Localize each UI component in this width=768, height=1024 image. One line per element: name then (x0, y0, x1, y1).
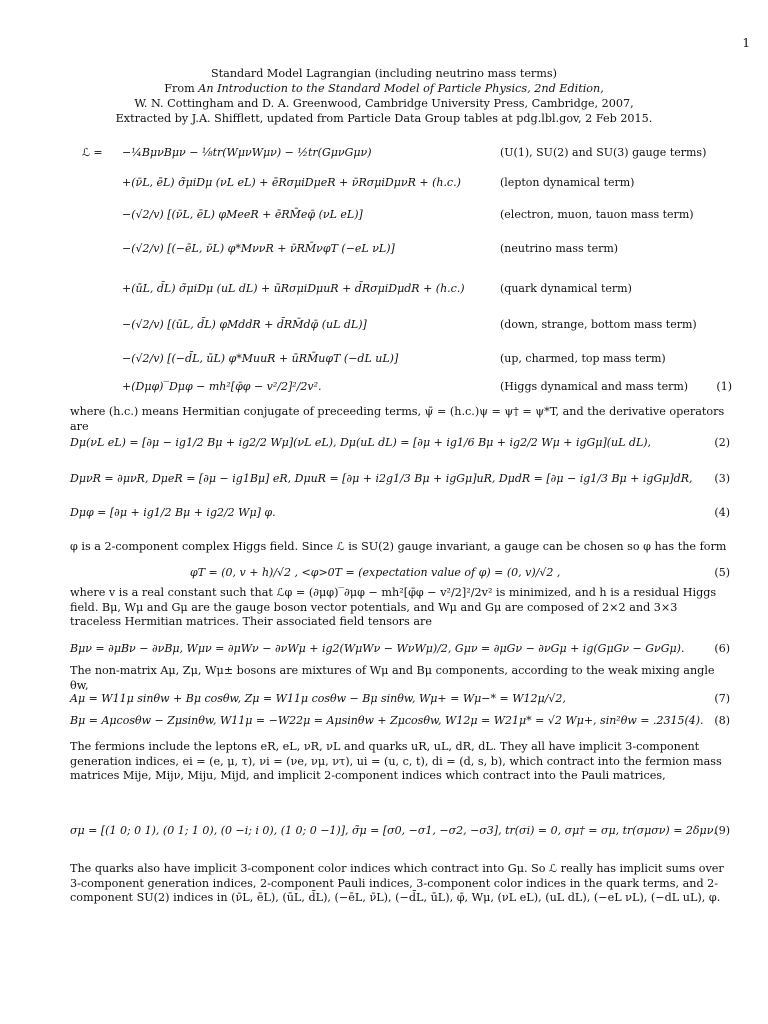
equation-number: (5) (714, 566, 730, 579)
equation-6 (70, 642, 730, 662)
lagrangian-term-label: (up, charmed, top mass term) (500, 352, 666, 365)
header-title: Standard Model Lagrangian (including neutrino mass terms) (211, 67, 557, 80)
equation-body: φT = (0, v + h)/√2 , <φ>0T = (expectation value of φ) = (0, v)/√2 , (190, 566, 561, 579)
lagrangian-lhs: ℒ = (82, 146, 103, 159)
header-source-prefix: From (164, 82, 199, 95)
lagrangian-row (82, 352, 732, 374)
equation-7 (70, 692, 730, 712)
lagrangian-term-label: (lepton dynamical term) (500, 176, 635, 189)
lagrangian-row (82, 208, 732, 230)
header-authors: W. N. Cottingham and D. A. Greenwood, Cambridge University Press, Cambridge, 2007, (134, 97, 634, 110)
paragraph-higgs: φ is a 2-component complex Higgs field. Since ℒ is SU(2) gauge invariant, a gauge can be chosen so φ has the form (70, 540, 727, 553)
paragraph-vev: where v is a real constant such that ℒφ = (∂μφ)‾∂μφ − mh²[φ̄φ − v²/2]²/2v² is minimized, and h is a residual Higgs field. Bμ, Wμ and Gμ are the gauge boson vector potentials, and Wμ and Gμ are composed of 2×2 and 3×3 traceless Hermitian matrices. Their associated field tensors are (70, 586, 717, 628)
equation-3 (70, 472, 730, 492)
lagrangian-term: −(√2/v) [(ūL, d̄L) φMddR + d̄RM̄dφ̄ (uL dL)] (122, 318, 367, 331)
lagrangian-row (82, 282, 732, 304)
equation-body: Dμφ = [∂μ + ig1/2 Bμ + ig2/2 Wμ] φ. (70, 506, 276, 519)
equation-5 (70, 566, 730, 586)
equation-number: (6) (714, 642, 730, 655)
equation-9 (70, 824, 730, 844)
lagrangian-term: −(√2/v) [(−d̄L, ūL) φ*MuuR + ūRM̄uφT (−dL uL)] (122, 352, 399, 365)
lagrangian-term-label: (quark dynamical term) (500, 282, 632, 295)
lagrangian-term-label: (electron, muon, tauon mass term) (500, 208, 694, 221)
equation-4 (70, 506, 730, 526)
lagrangian-term-label: (neutrino mass term) (500, 242, 619, 255)
equation-body: Bμ = Aμcosθw − Zμsinθw, W11μ = −W22μ = Aμsinθw + Zμcosθw, W12μ = W21μ* = √2 Wμ+, sin²θw = .2315(4). (70, 714, 704, 727)
lagrangian-term: +(ν̄L, ēL) σ̃μiDμ (νL eL) + ēRσμiDμeR + ν̄RσμiDμνR + (h.c.) (122, 176, 461, 189)
equation-number: (3) (714, 472, 730, 485)
equation-body: DμνR = ∂μνR, DμeR = [∂μ − ig1Bμ] eR, DμuR = [∂μ + i2g1/3 Bμ + igGμ]uR, DμdR = [∂μ − ig1/3 Bμ + igGμ]dR, (70, 472, 693, 485)
equation-body: Bμν = ∂μBν − ∂νBμ, Wμν = ∂μWν − ∂νWμ + ig2(WμWν − WνWμ)/2, Gμν = ∂μGν − ∂νGμ + ig(GμGν − GνGμ). (70, 642, 685, 655)
lagrangian-row (82, 380, 732, 402)
header-book-title: An Introduction to the Standard Model of Particle Physics, 2nd Edition, (198, 82, 604, 95)
lagrangian-term-label: (down, strange, bottom mass term) (500, 318, 697, 331)
paragraph-hermitian: where (h.c.) means Hermitian conjugate of preceeding terms, ψ̄ = (h.c.)ψ = ψ† = ψ*T, and the derivative operators are (70, 405, 725, 433)
equation-number: (9) (714, 824, 730, 837)
lagrangian-block (82, 146, 732, 401)
header-extracted: Extracted by J.A. Shifflett, updated from Particle Data Group tables at pdg.lbl.gov, 2 Feb 2015. (115, 112, 653, 125)
equation-number: (1) (716, 380, 732, 393)
equation-number: (8) (714, 714, 730, 727)
lagrangian-term: −(√2/v) [(ν̄L, ēL) φMeeR + ēRM̄eφ̄ (νL eL)] (122, 208, 363, 221)
page-number: 1 (742, 36, 750, 50)
lagrangian-term-label: (U(1), SU(2) and SU(3) gauge terms) (500, 146, 707, 159)
lagrangian-row (82, 242, 732, 264)
document-header (0, 66, 768, 126)
lagrangian-row (82, 318, 732, 340)
paragraph-mixing: The non-matrix Aμ, Zμ, Wμ± bosons are mixtures of Wμ and Bμ components, according to the weak mixing angle θw, (70, 664, 715, 692)
lagrangian-row (82, 176, 732, 198)
equation-number: (7) (714, 692, 730, 705)
lagrangian-term: −(√2/v) [(−ēL, ν̄L) φ*MννR + ν̄RM̄νφT (−eL νL)] (122, 242, 395, 255)
paragraph-fermions: The fermions include the leptons eR, eL, νR, νL and quarks uR, uL, dR, dL. They all have implicit 3-component generation indices, ei = (e, μ, τ), νi = (νe, νμ, ντ), ui = (u, c, t), di = (d, s, b), which contract into the fermion mass matrices Mije, Mijν, Miju, Mijd, and implicit 2-component indices which contract into the Pauli matrices, (70, 740, 722, 782)
lagrangian-row (82, 146, 732, 168)
equation-body: Dμ(νL eL) = [∂μ − ig1/2 Bμ + ig2/2 Wμ](νL eL), Dμ(uL dL) = [∂μ + ig1/6 Bμ + ig2/2 Wμ + igGμ](uL dL), (70, 436, 652, 449)
lagrangian-term: −¼BμνBμν − ⅛tr(WμνWμν) − ½tr(GμνGμν) (122, 146, 372, 159)
paragraph-implicit-sums: The quarks also have implicit 3-component color indices which contract into Gμ. So ℒ really has implicit sums over 3-component generation indices, 2-component Pauli indices, 3-component color indices in the quark terms, and 2-component SU(2) indices in (ν̄L, ēL), (ūL, d̄L), (−ēL, ν̄L), (−d̄L, ūL), φ̄, Wμ, (νL eL), (uL dL), (−eL νL), (−dL uL), φ. (70, 862, 724, 904)
lagrangian-term-label: (Higgs dynamical and mass term) (500, 380, 689, 393)
equation-body: σμ = [(1 0; 0 1), (0 1; 1 0), (0 −i; i 0), (1 0; 0 −1)], σ̃μ = [σ0, −σ1, −σ2, −σ3], tr(σi) = 0, σμ† = σμ, tr(σμσν) = 2δμν. (70, 824, 717, 837)
equation-body: Aμ = W11μ sinθw + Bμ cosθw, Zμ = W11μ cosθw − Bμ sinθw, Wμ+ = Wμ−* = W12μ/√2, (70, 692, 566, 705)
header-source (0, 81, 768, 96)
equation-number: (4) (714, 506, 730, 519)
equation-number: (2) (714, 436, 730, 449)
equation-2 (70, 436, 730, 456)
equation-8 (70, 714, 730, 734)
lagrangian-term: +(Dμφ)‾Dμφ − mh²[φ̄φ − v²/2]²/2v². (122, 380, 322, 393)
lagrangian-term: +(ūL, d̄L) σ̃μiDμ (uL dL) + ūRσμiDμuR + d̄RσμiDμdR + (h.c.) (122, 282, 465, 295)
